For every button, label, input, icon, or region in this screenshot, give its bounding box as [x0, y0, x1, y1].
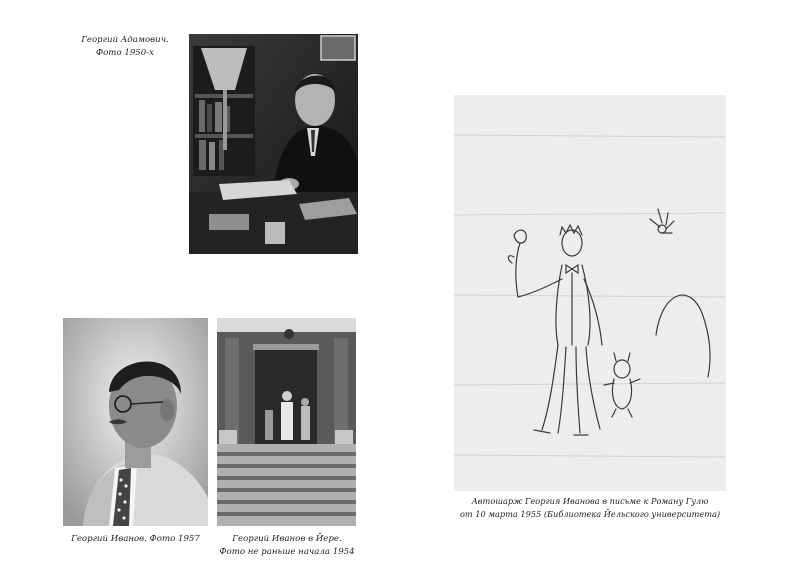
caption-line: Георгий Иванов. Фото 1957	[71, 534, 200, 544]
caption-line: от 10 марта 1955 (Библиотека Йельского университета)	[459, 509, 721, 519]
adamovich-photo	[189, 34, 358, 254]
ivanov-portrait-photo	[63, 318, 208, 526]
caption-adamovich	[70, 34, 180, 60]
caption-line: Фото не раньше начала 1954	[219, 547, 355, 557]
caption-line: Георгий Адамович.	[81, 35, 169, 45]
caption-ivanov-1957	[63, 533, 208, 546]
adamovich-photo-image	[189, 34, 358, 254]
caption-line: Фото 1950-х	[96, 48, 154, 58]
caption-line: Георгий Иванов в Йере.	[232, 534, 342, 544]
caption-ivanov-hyeres	[212, 533, 362, 559]
ivanov-portrait-image	[63, 318, 208, 526]
caption-autocaricature	[454, 495, 726, 521]
autocaricature-drawing-image	[454, 95, 726, 491]
autocaricature-drawing	[454, 95, 726, 491]
ivanov-hyeres-photo	[217, 318, 356, 526]
ivanov-hyeres-image	[217, 318, 356, 526]
caption-line: Автошарж Георгия Иванова в письме к Роману Гулю	[471, 496, 709, 506]
